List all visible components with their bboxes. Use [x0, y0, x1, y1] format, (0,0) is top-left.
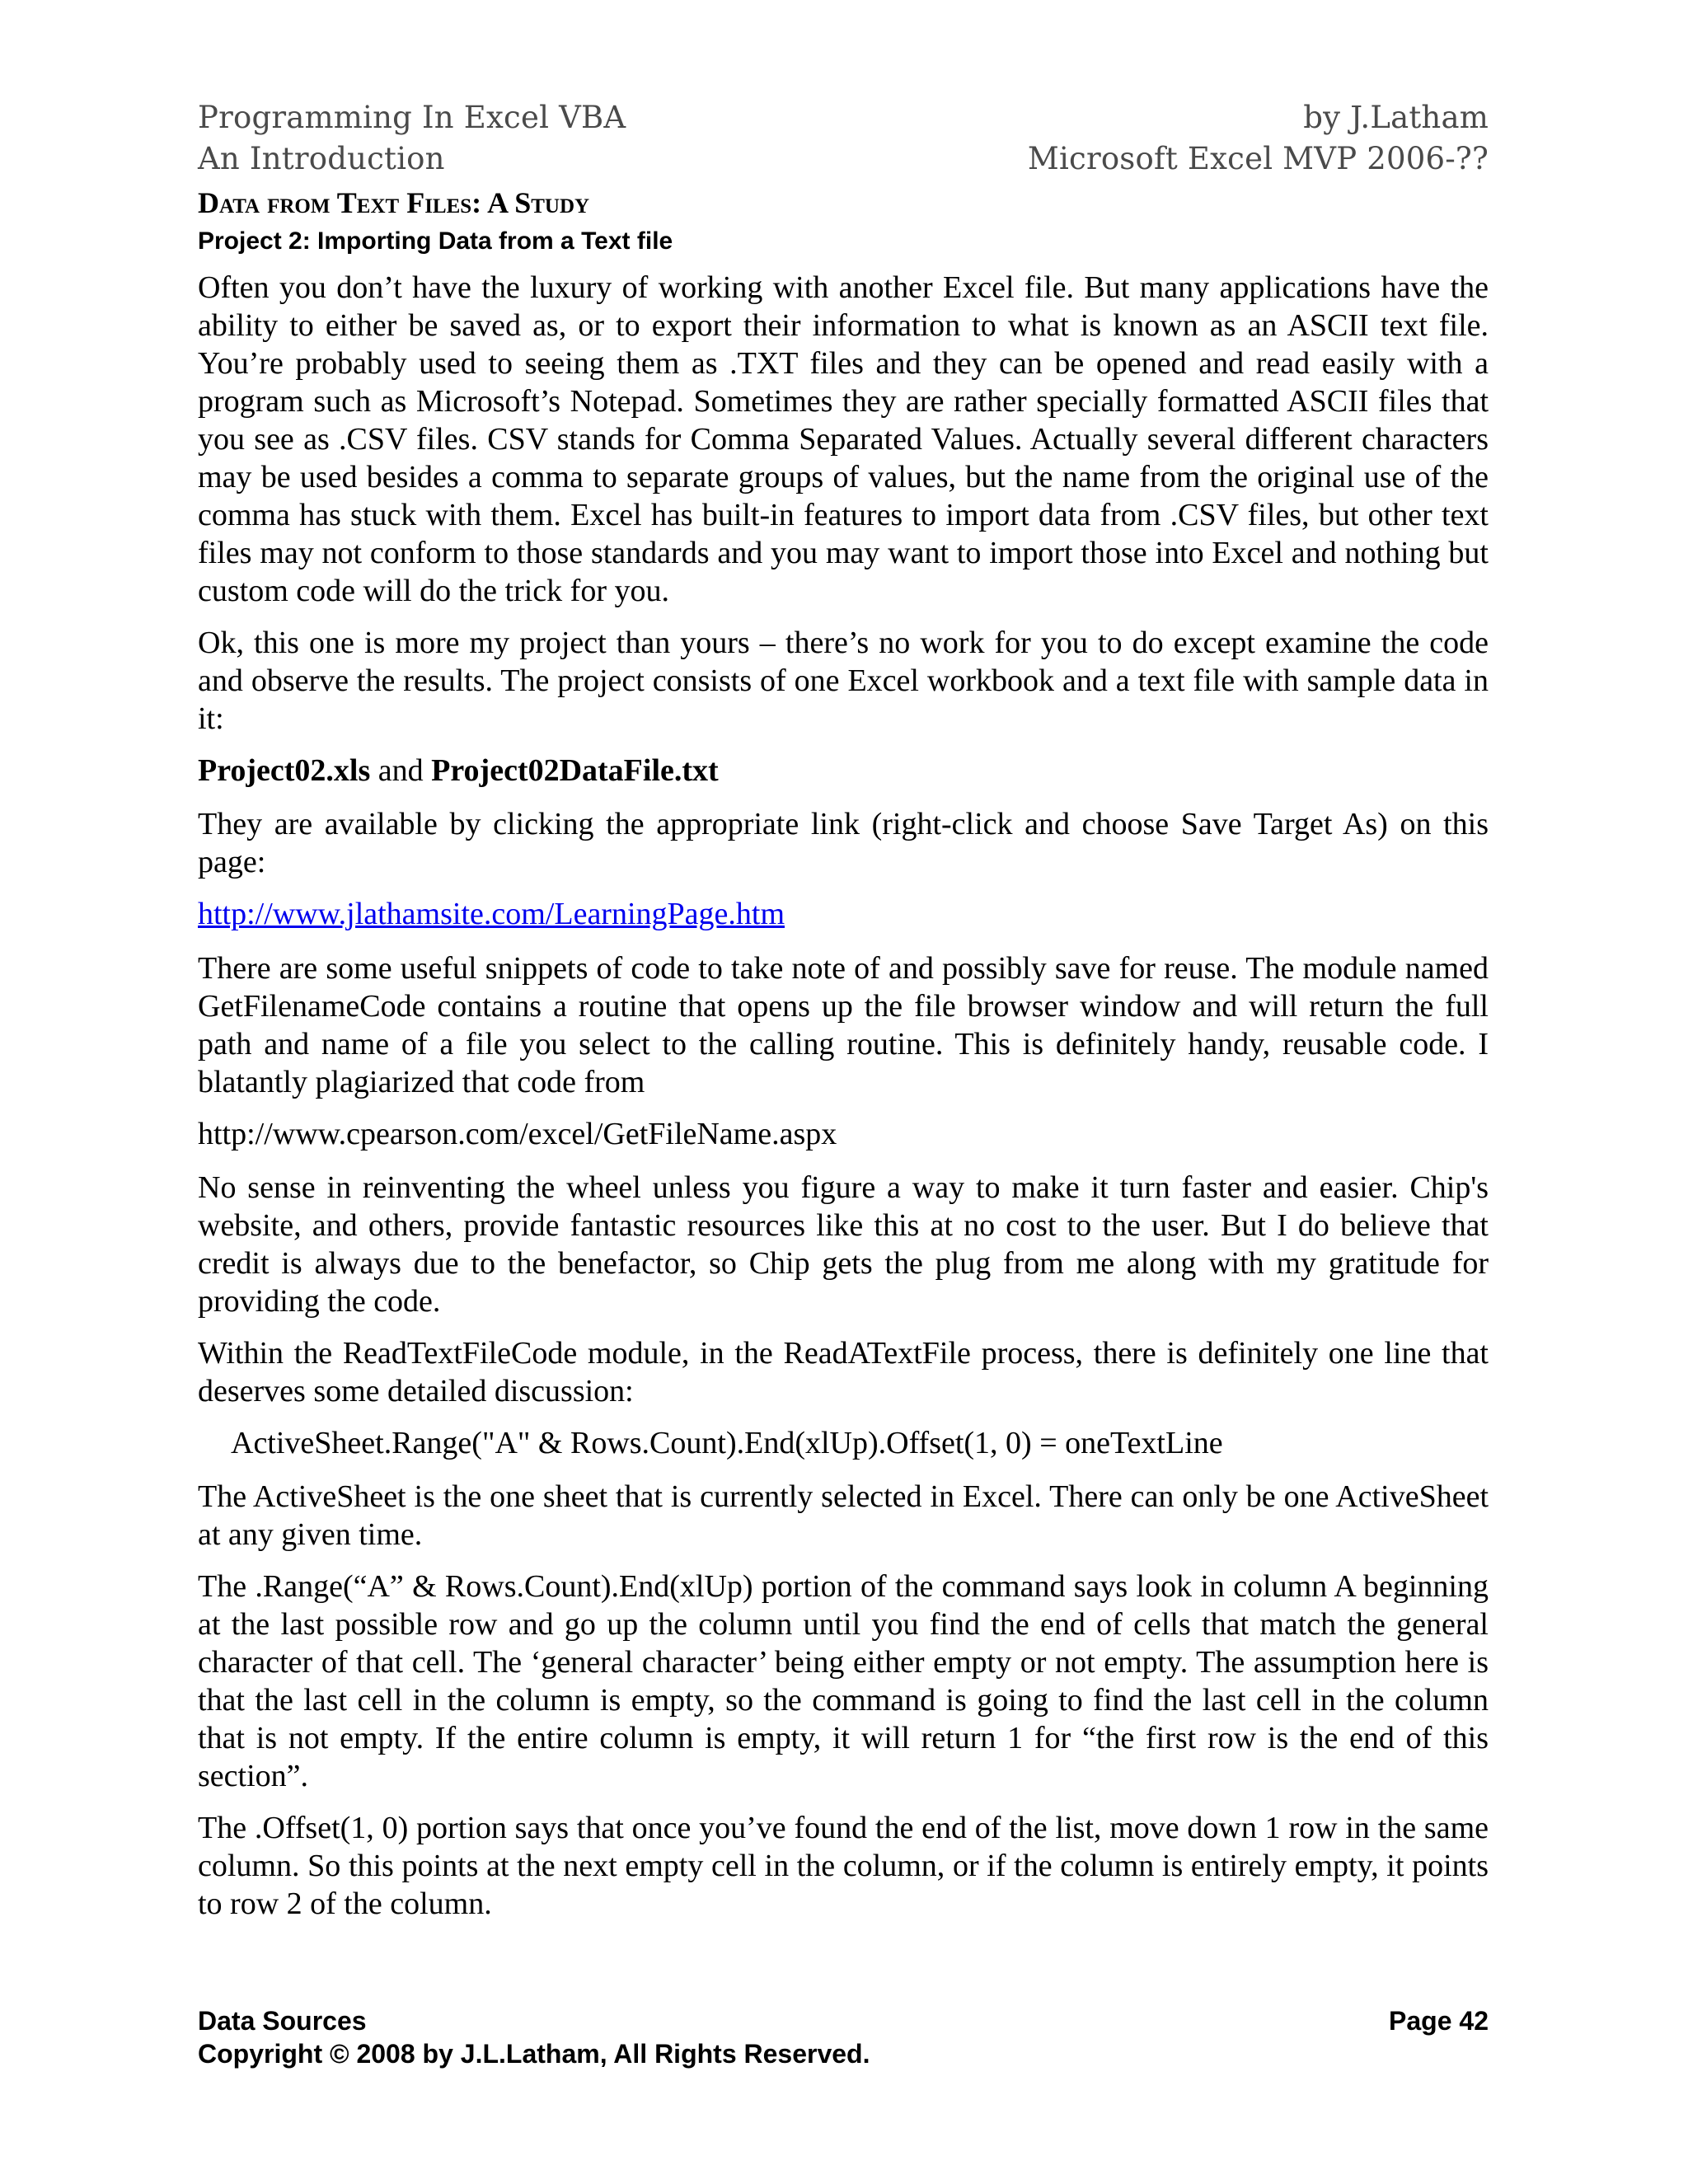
paragraph-credit: No sense in reinventing the wheel unless you figure a way to make it turn faster and easier. Chip's website, and others, provide fantastic resources like this at no cost to the user. But I do believe that credit is always due to the benefactor, so Chip gets the plug from me along with my gratitude for providing the code.: [198, 1170, 1489, 1319]
footer-section-name: Data Sources: [198, 2006, 367, 2036]
file-name-datafile: Project02DataFile.txt: [431, 753, 719, 788]
cpearson-url: http://www.cpearson.com/excel/GetFileName.aspx: [198, 1117, 837, 1151]
code-line: ActiveSheet.Range("A" & Rows.Count).End(xlUp).Offset(1, 0) = oneTextLine: [231, 1426, 1223, 1460]
paragraph-module-intro: Within the ReadTextFileCode module, in the ReadATextFile process, there is definitely one line that deserves some detailed discussion:: [198, 1336, 1489, 1408]
paragraph-offset-explanation: The .Offset(1, 0) portion says that once you’ve found the end of the list, move down 1 row in the same column. So this points at the next empty cell in the column, or if the column is entirely empty, it points to row 2 of the column.: [198, 1811, 1489, 1921]
project-title: Project 2: Importing Data from a Text file: [198, 227, 673, 255]
paragraph-availability: They are available by clicking the appropriate link (right-click and choose Save Target As) on this page:: [198, 807, 1489, 879]
header-author: by J.Latham: [1303, 100, 1489, 135]
header-author-title: Microsoft Excel MVP 2006-??: [1027, 141, 1489, 176]
footer-row: [198, 2004, 1489, 2037]
learning-page-link[interactable]: http://www.jlathamsite.com/LearningPage.htm: [198, 897, 785, 931]
header-subtitle: An Introduction: [198, 141, 445, 176]
paragraph-range-explanation: The .Range(“A” & Rows.Count).End(xlUp) portion of the command says look in column A beginning at the last possible row and go up the column until you find the end of cells that match the general character of that cell. The ‘general character’ being either empty or not empty. The assumption here is that the last cell in the column is empty, so the command is going to find the last cell in the column that is not empty. If the entire column is empty, it will return 1 for “the first row is the end of this section”.: [198, 1569, 1489, 1793]
paragraph-snippets: There are some useful snippets of code to take note of and possibly save for reuse. The module named GetFilenameCode contains a routine that opens up the file browser window and will return the full path and name of a file you select to the calling routine. This is definitely handy, reusable code. I blatantly plagiarized that code from: [198, 951, 1489, 1099]
paragraph-intro: Often you don’t have the luxury of working with another Excel file. But many applications have the ability to either be saved as, or to export their information to what is known as an ASCII text file. You’re probably used to seeing them as .TXT files and they can be opened and read easily with a program such as Microsoft’s Notepad. Sometimes they are rather specially formatted ASCII files that you see as .CSV files. CSV stands for Comma Separated Values. Actually several different characters may be used besides a comma to separate groups of values, but the name from the original use of the comma has stuck with them. Excel has built-in features to import data from .CSV files, but other text files may not conform to those standards and you may want to import those into Excel and nothing but custom code will do the trick for you.: [198, 270, 1489, 608]
footer-copyright: Copyright © 2008 by J.L.Latham, All Rights Reserved.: [198, 2039, 870, 2069]
footer-page-number: Page 42: [1389, 2006, 1489, 2036]
section-title: Data from Text Files: A Study: [198, 186, 590, 219]
file-name-workbook: Project02.xls: [198, 753, 371, 788]
running-header-line-2: [198, 138, 1489, 180]
page-footer: [198, 2004, 1489, 2070]
document-page: [198, 97, 1489, 1937]
project-files-line: [198, 752, 1489, 790]
header-book-title: Programming In Excel VBA: [198, 100, 626, 135]
paragraph-activesheet: The ActiveSheet is the one sheet that is currently selected in Excel. There can only be one ActiveSheet at any given time.: [198, 1479, 1489, 1552]
files-conjunction: and: [370, 753, 432, 788]
running-header-line-1: [198, 97, 1489, 138]
paragraph-project-overview: Ok, this one is more my project than yours – there’s no work for you to do except examine the code and observe the results. The project consists of one Excel workbook and a text file with sample data in it:: [198, 626, 1489, 736]
